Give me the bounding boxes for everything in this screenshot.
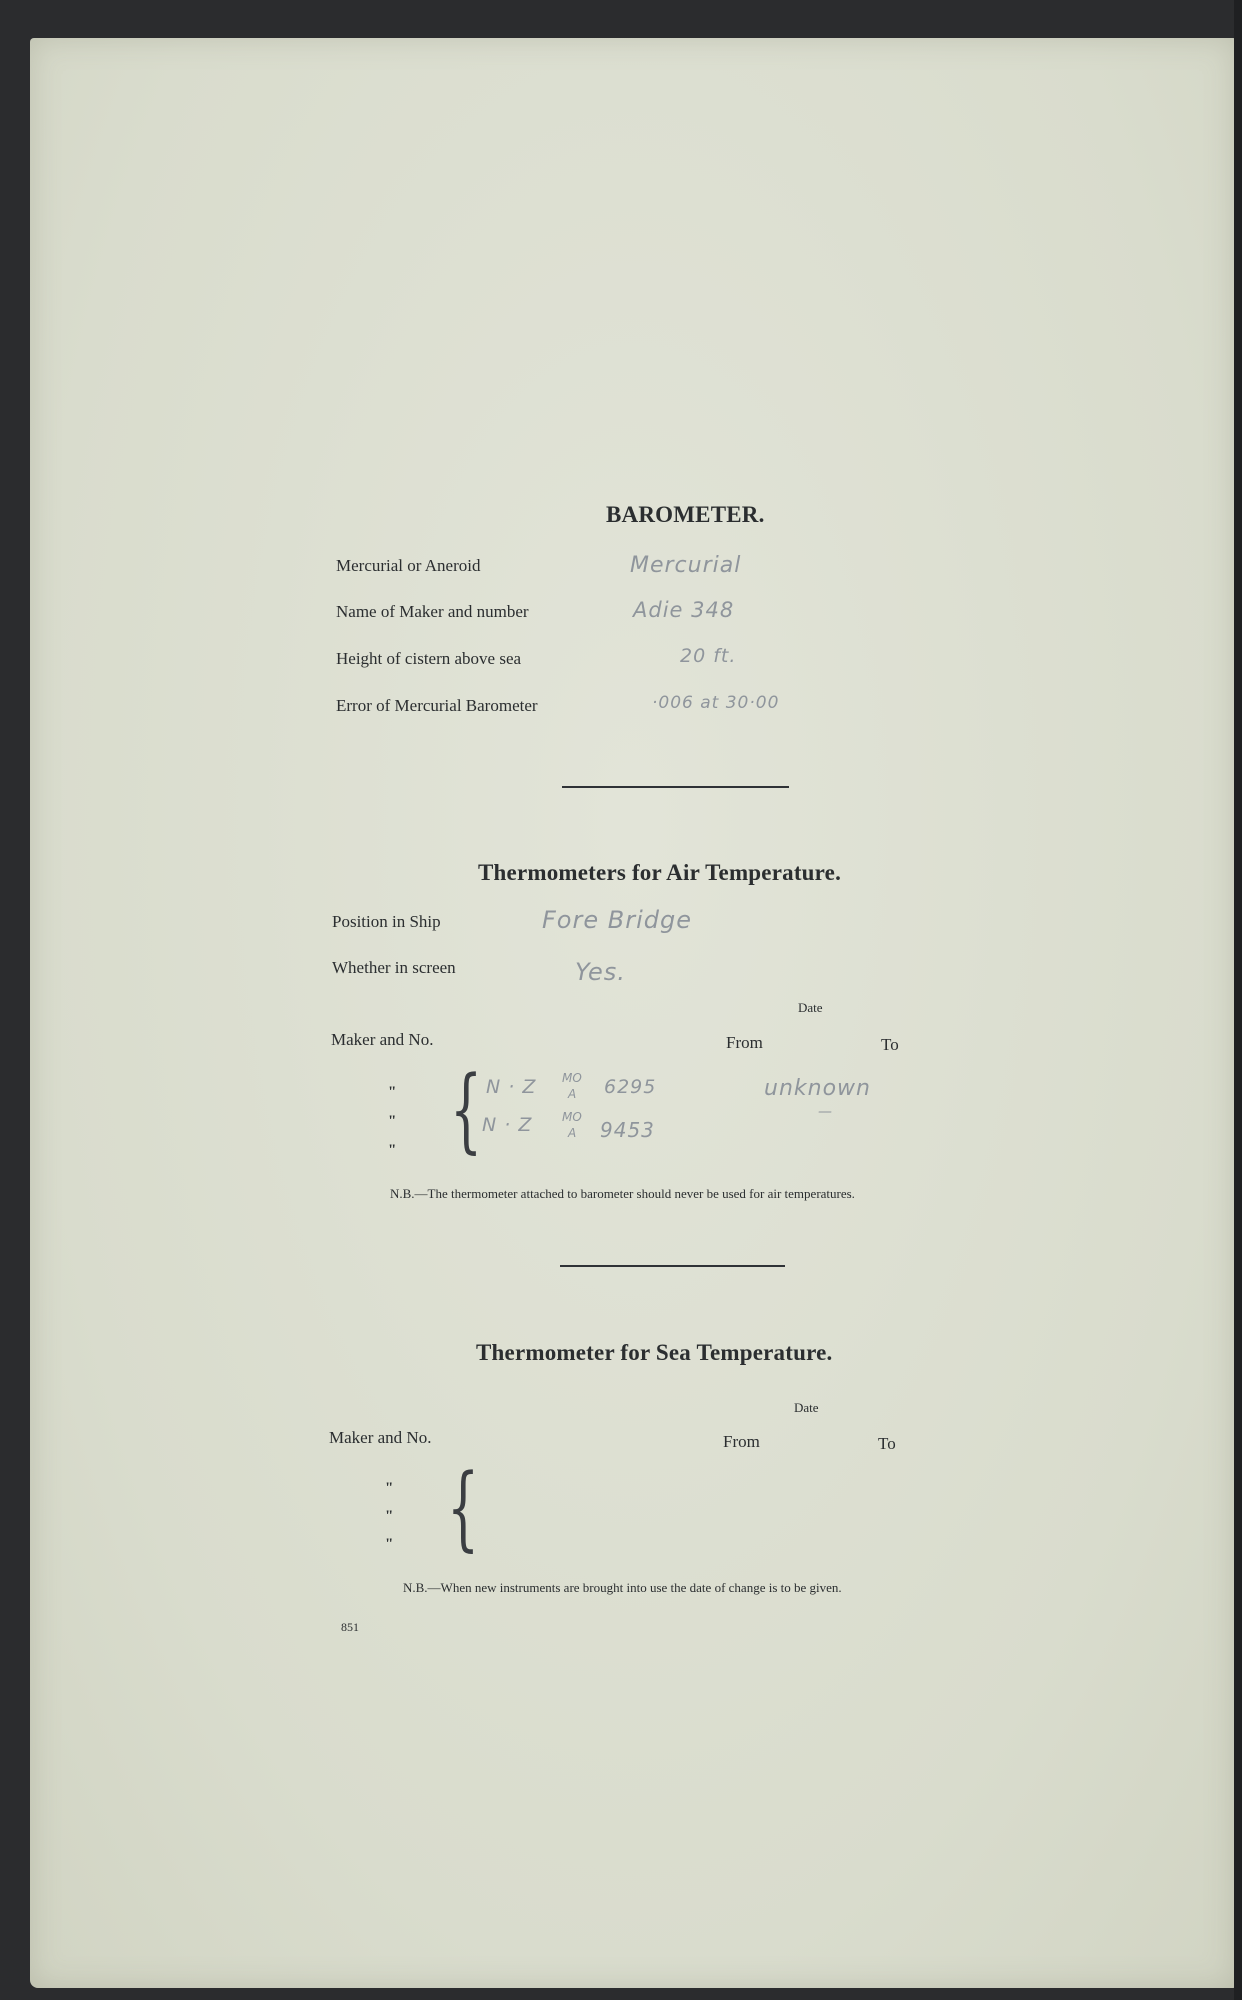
screen-label: Whether in screen <box>332 958 456 977</box>
sea-thermometer-heading: Thermometer for Sea Temperature. <box>476 1340 833 1365</box>
brace-icon: { <box>450 1056 483 1163</box>
barometer-height-label: Height of cistern above sea <box>336 649 522 668</box>
screen-value: Yes. <box>575 958 626 986</box>
barometer-type-value: Mercurial <box>630 553 742 578</box>
barometer-error-label: Error of Mercurial Barometer <box>336 696 538 715</box>
air-thermometer-1-mo: MO <box>562 1071 582 1085</box>
to-label: To <box>881 1035 899 1054</box>
ditto-mark: " <box>388 1084 397 1100</box>
ditto-mark: " <box>388 1113 397 1129</box>
ditto-mark: " <box>385 1536 394 1552</box>
form-number: 851 <box>341 1620 359 1634</box>
air-thermometer-1-a: A <box>568 1087 577 1101</box>
air-thermometers-heading: Thermometers for Air Temperature. <box>478 860 842 885</box>
maker-label: Maker and No. <box>329 1428 432 1447</box>
date-label: Date <box>798 1000 823 1015</box>
date-label: Date <box>794 1400 819 1415</box>
barometer-maker-label: Name of Maker and number <box>336 602 529 621</box>
air-note: N.B.—The thermometer attached to barometer should never be used for air temperatures. <box>390 1186 855 1201</box>
air-thermometer-2-from: — <box>818 1104 833 1120</box>
page-edge-shadow <box>1234 0 1242 2000</box>
air-thermometer-1-from: unknown <box>764 1076 871 1101</box>
maker-label: Maker and No. <box>331 1030 434 1049</box>
barometer-height-value: 20 ft. <box>680 645 737 667</box>
ditto-mark: " <box>385 1508 394 1524</box>
air-thermometer-1-maker: N · Z <box>486 1076 537 1098</box>
position-value: Fore Bridge <box>542 906 692 934</box>
air-thermometer-1-number: 6295 <box>604 1076 657 1098</box>
air-thermometer-2-number: 9453 <box>600 1118 655 1142</box>
air-thermometer-2-maker: N · Z <box>482 1114 533 1136</box>
barometer-type-label: Mercurial or Aneroid <box>336 556 481 575</box>
from-label: From <box>723 1432 760 1451</box>
air-thermometer-2-a: A <box>568 1126 577 1140</box>
section-divider <box>560 1265 785 1267</box>
barometer-error-value: ·006 at 30·00 <box>652 693 780 713</box>
from-label: From <box>726 1033 763 1052</box>
section-divider <box>562 786 789 788</box>
barometer-heading: BAROMETER. <box>606 502 765 527</box>
form-page <box>30 38 1235 1988</box>
to-label: To <box>878 1434 896 1453</box>
air-thermometer-2-mo: MO <box>562 1110 582 1124</box>
ditto-mark: " <box>385 1480 394 1496</box>
sea-note: N.B.—When new instruments are brought into use the date of change is to be given. <box>403 1580 842 1595</box>
ditto-mark: " <box>388 1142 397 1158</box>
position-label: Position in Ship <box>332 912 441 931</box>
brace-icon: { <box>447 1454 480 1561</box>
barometer-maker-value: Adie 348 <box>633 598 735 622</box>
